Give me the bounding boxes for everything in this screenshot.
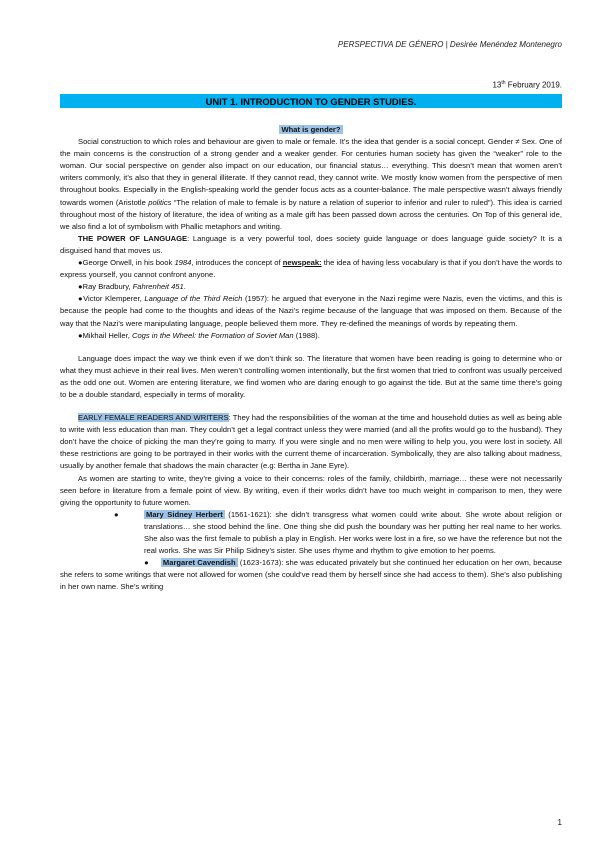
paragraph-language-impact: Language does impact the way we think even if we don’t think so. The literature that women have been reading is going to determine who or what they must achieve in their real lives. Men weren’t controlling women intentionally, but the first women that tried to confront was usually perceived as the odd one out. Women are entering literature, we find women who are daring enough to go against the tide. But at the same time there’s going to be a double standard, especially in terms of morality. [60,353,562,399]
date-rest: February 2019. [505,80,562,90]
bullet-text: (1957): he argued that everyone in the Nazi regime were Nazis, even the victims, and this is because the people had come to the thoughts and ideas of the Nazi’s regime because of the language that was imposed on them. Because of the way that the Nazi’s were manipulating language, people believed them more. They re-defined the meanings of words by repeating them. [60,294,562,328]
bullet-text: ●Victor Klemperer, [78,294,145,304]
bullet-text: (1623-1673): she was educated privately but she continued her education on her own, because she refers to some writings that were not allowed for women (she could’ve read them by herself since she had access to them). She’s also publishing in her own name. She’s writing [60,558,562,592]
author-name: Margaret Cavendish [162,558,236,568]
early-female-label: EARLY FEMALE READERS AND WRITERS [78,413,229,423]
book-title: 1984 [174,258,192,268]
date-day: 13 [492,80,502,90]
bullet-bradbury [60,281,562,293]
bullet-margaret-cavendish [60,557,562,593]
aristotle-politics: politics [148,197,172,207]
paragraph-gap [60,401,562,412]
bullet-text: ●Mikhail Heller, [78,330,132,340]
section-title-text: What is gender? [281,125,341,134]
date-ordinal: th [501,80,506,86]
bullet-text: ●George Orwell, in his book [78,258,175,268]
book-title: Fahrenheit 451 [132,282,184,292]
bullet-mary-sidney-herbert [60,509,562,557]
running-header: PERSPECTIVA DE GÉNERO | Desirée Menéndez Montenegro [337,40,562,49]
bullet-text: , introduces the concept of [191,258,283,268]
newspeak-term: newspeak: [282,258,322,268]
unit-title: UNIT 1. INTRODUCTION TO GENDER STUDIES. [60,94,562,108]
bullet-marker: ● [144,558,149,568]
bullet-text: the idea of having less vocabulary is that if you don’t have the words to express yourself, you cannot confront anyone. [60,258,562,280]
bullet-marker: ● [114,509,119,519]
bullet-orwell [60,257,562,281]
page-number: 1 [557,818,562,827]
author-name: Mary Sidney Herbert [146,509,223,519]
document-date [492,80,562,90]
bullet-klemperer [60,293,562,329]
section-title-what-is-gender [60,124,562,136]
book-title: Cogs in the Wheel: the Formation of Soviet Man [131,330,294,340]
power-of-language-label: THE POWER OF LANGUAGE [78,233,188,243]
bullet-text: (1988). [293,330,320,340]
paragraph-early-female-writers [60,412,562,472]
paragraph-gap [60,342,562,353]
paragraph-power-of-language [60,233,562,257]
paragraph-women-voice: As women are starting to write, they’re giving a voice to their concerns: roles of the family, childbirth, marriage… these were not necessarily seen before in literature from a female point of view. By writing, even if their works didn’t have too much weight in comparison to men, they were giving the opportunity to future women. [60,473,562,507]
bullet-text: (1561-1621): she didn’t transgress what women could write about. She wrote about religion or translations… she stood behind the line. One thing she did push the boundary was her putting her real name to her works. She also was the first female to publish a play in English. Her works were lost in a fire, so we have the reference but not the real works. She was Sir Philip Sidney’s sister. She uses rhyme and rhythm to give emotion to her poems. [144,509,562,556]
paragraph-text: Social construction to which roles and behaviour are given to male or female. It’s the idea that gender is a social concept. Gender ≠ Sex. One of the main concerns is the construction of a strong gender and a weaker gender. For centuries human society has given the “weaker” role to the woman. Our social perspective on gender also impact on our education, our financial status… everything. This doesn’t mean that women aren’t writers commonly, it’s also that they in general illiterate. If they cannot read, they cannot write. We mostly know women from the perspective of men throughout books. Especially in the English-speaking world the gender focus acts as a counter-balance. The male perspective wasn’t always friendly towards women (Aristotle [60,137,562,207]
bullet-text: ●Ray Bradbury, [78,282,133,292]
bullet-heller [60,330,562,342]
paragraph-text: “The relation of male to female is by nature a relation of superior to inferior and ruler to ruled”). This idea is carried throughout most of the history of literature, the idea of writing as a male gift has been passed down across the centuries. On Top of this general ide, we also find a lot of symbolism with Phallic metaphors and writing. [60,197,563,231]
document-body [60,124,562,593]
paragraph-text: : They had the responsibilities of the woman at the time and household duties as well as being able to write with less education than man. They couldn’t get a legal contract unless they were married (and all the profits would go to the husband). They don’t have the choice of picking the man they’re going to marry. If you were single and no men were willing to help you, you were lost in society. All these restrictions are going to be portrayed in their works with the current theme of incarceration. Symbolically, they are also talking about madness, usually by another female that shadows the main character (e.g: Bertha in Jane Eyre). [60,413,562,471]
paragraph-text: : Language is a very powerful tool, does society guide language or does language guide society? It is a disguised hand that moves us. [60,233,563,255]
bullet-text: . [183,282,186,292]
paragraph-gender-definition [60,136,562,233]
book-title: Language of the Third Reich [144,294,243,304]
